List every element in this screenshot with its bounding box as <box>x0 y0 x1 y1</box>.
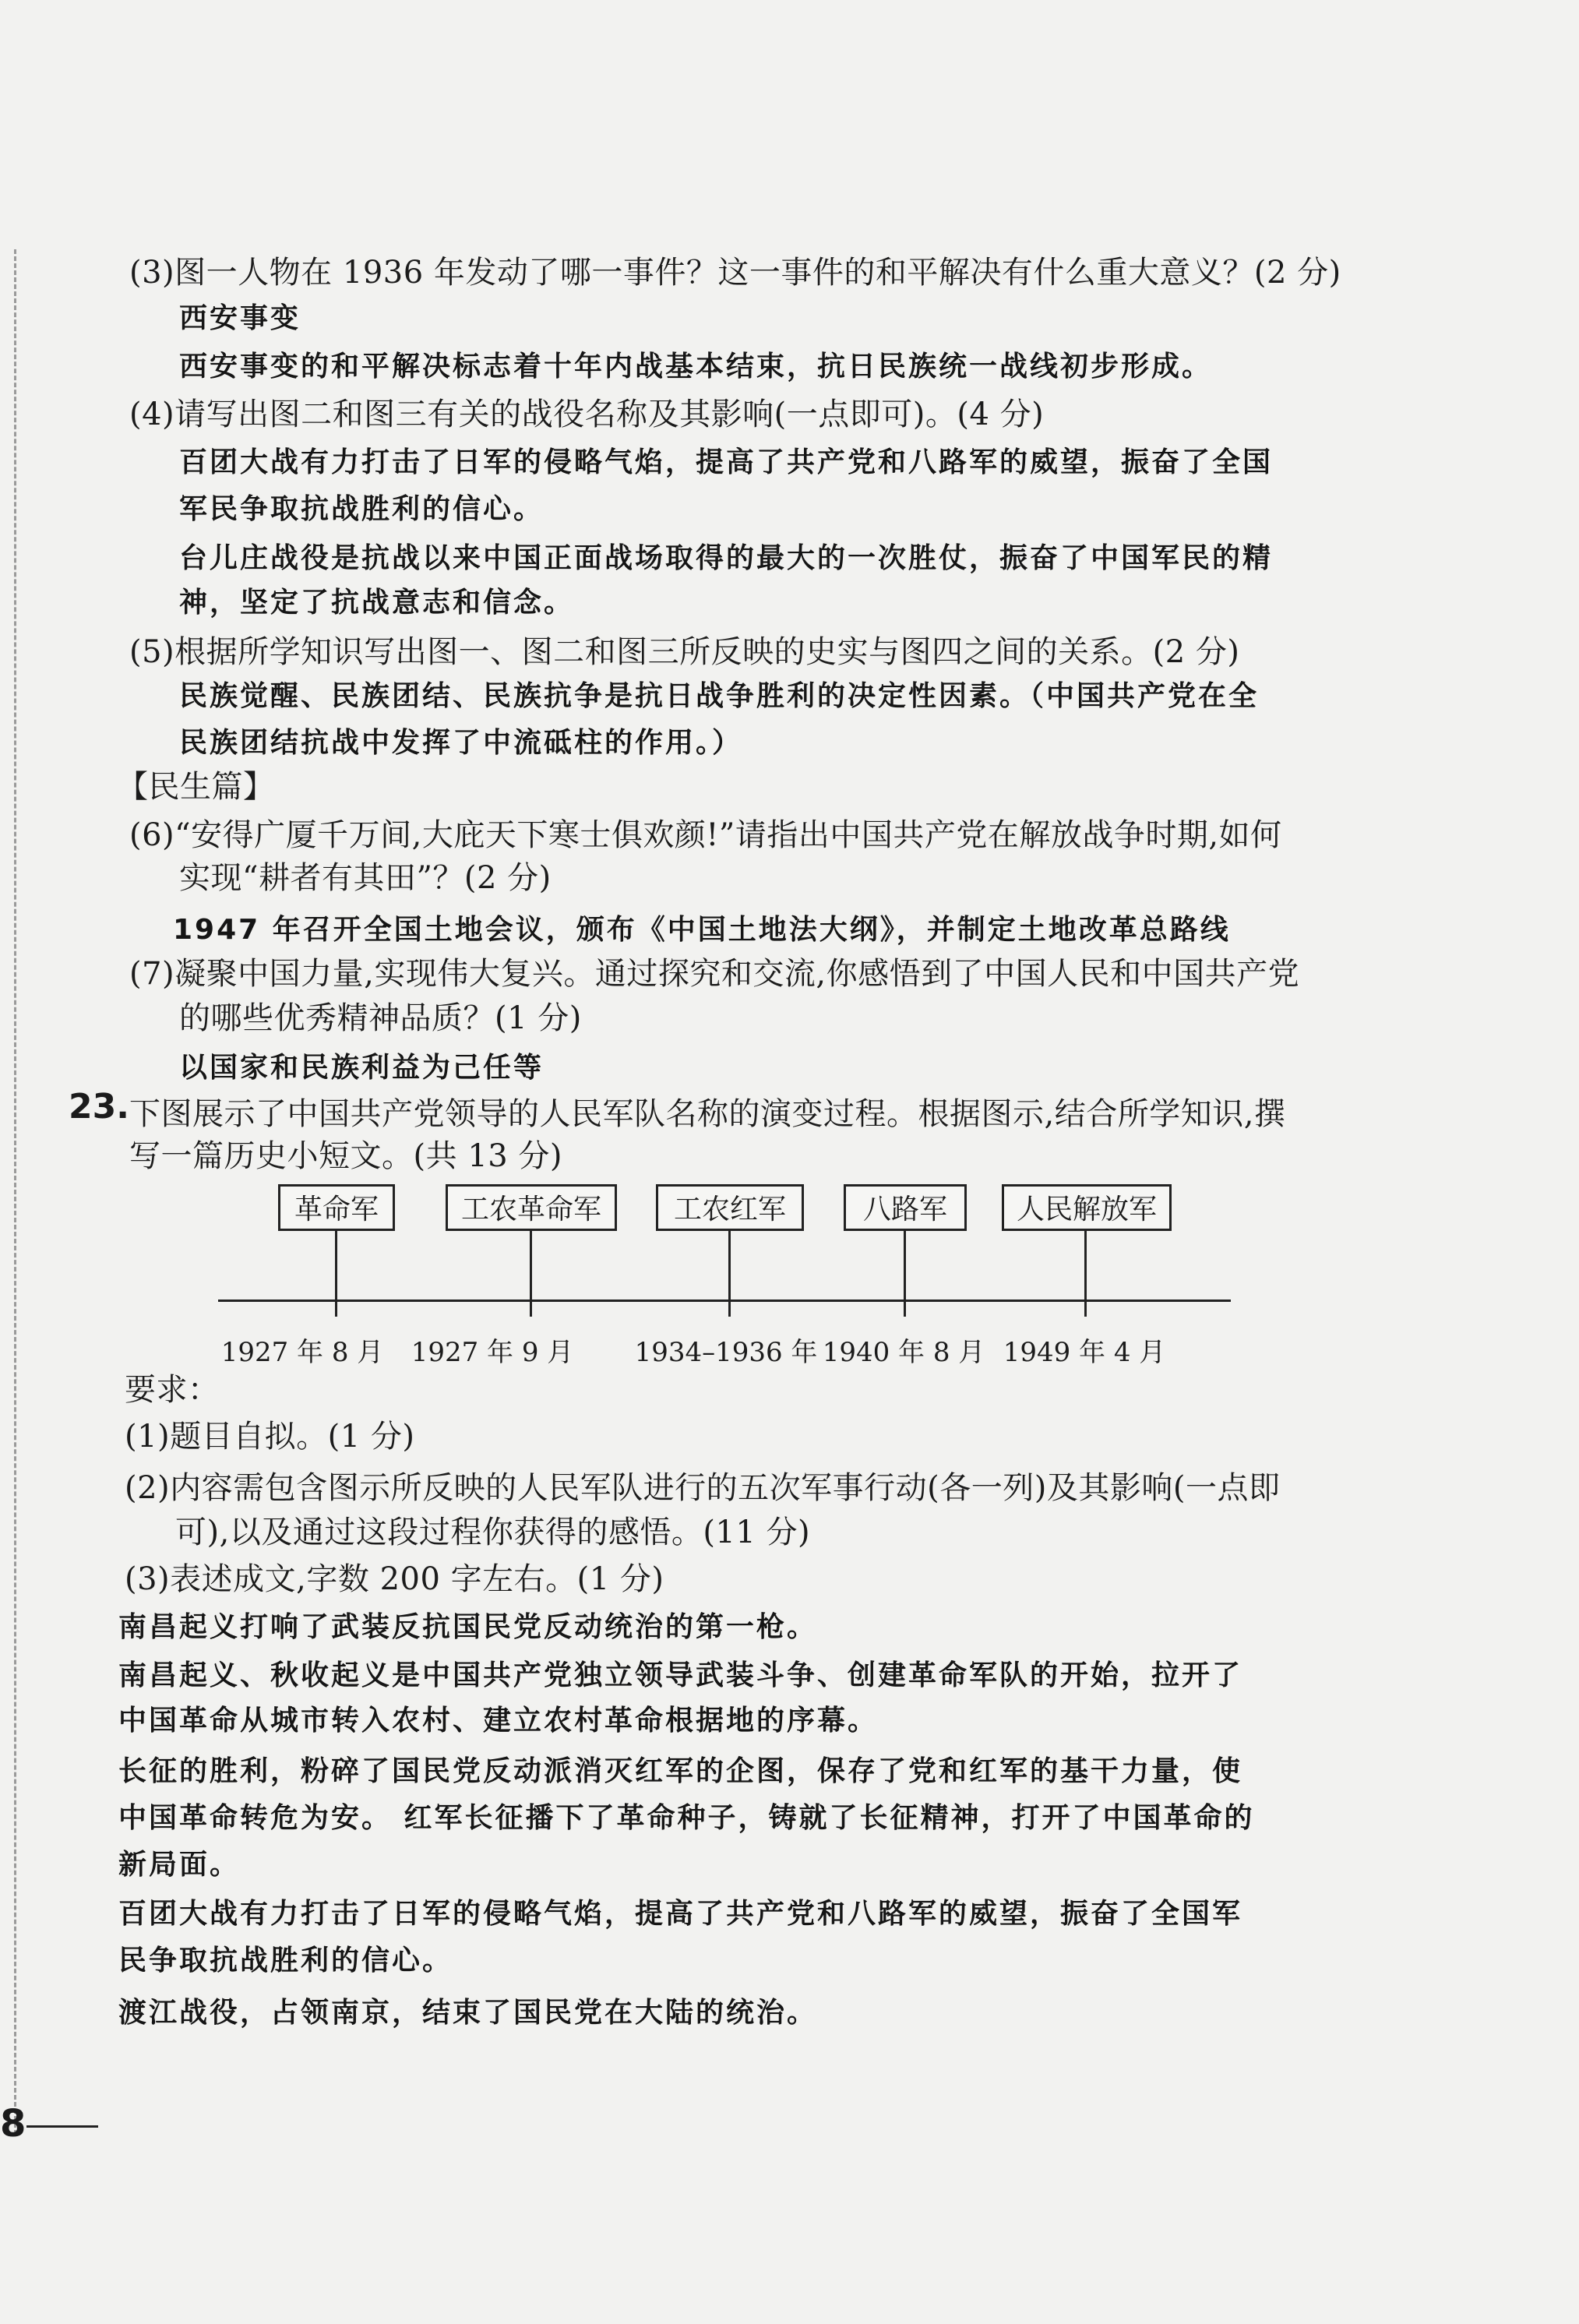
army-name-timeline <box>218 1184 1231 1368</box>
timeline-connector <box>904 1231 906 1317</box>
q3-answer-2: 西安事变的和平解决标志着十年内战基本结束，抗日民族统一战线初步形成。 <box>179 351 1213 383</box>
q4-answer-2b: 神，坚定了抗战意志和信念。 <box>179 587 575 619</box>
q23-answer-line: 百团大战有力打击了日军的侵略气焰，提高了共产党和八路军的威望，振奋了全国军 <box>118 1898 1243 1930</box>
q6-answer: 1947 年召开全国土地会议，颁布《中国土地法大纲》，并制定土地改革总路线 <box>173 914 1231 946</box>
page-number-rule <box>26 2125 98 2128</box>
page-number: 8 <box>0 2102 26 2146</box>
timeline-axis <box>218 1300 1231 1302</box>
q3-question: (3)图一人物在 1936 年发动了哪一事件？这一事件的和平解决有什么重大意义？(2 分) <box>129 255 1341 291</box>
timeline-date-1: 1927 年 8 月 <box>220 1337 384 1368</box>
timeline-box-2: 工农革命军 <box>446 1184 617 1231</box>
q7-answer: 以国家和民族利益为己任等 <box>179 1052 545 1084</box>
timeline-connector <box>1084 1231 1087 1317</box>
q23-answer-line: 中国革命转危为安。 红军长征播下了革命种子，铸就了长征精神，打开了中国革命的 <box>118 1802 1255 1834</box>
timeline-box-4: 八路军 <box>844 1184 967 1231</box>
q23-text-a: 下图展示了中国共产党领导的人民军队名称的演变过程。根据图示,结合所学知识,撰 <box>129 1096 1286 1132</box>
timeline-date-5: 1949 年 4 月 <box>1003 1337 1166 1368</box>
requirement-2b: 可),以及通过这段过程你获得的感悟。(11 分) <box>175 1515 811 1550</box>
q23-text-b: 写一篇历史小短文。(共 13 分) <box>129 1138 563 1174</box>
q23-answer-line: 新局面。 <box>118 1849 241 1881</box>
q6-question-b: 实现“耕者有其田”？(2 分) <box>179 860 552 896</box>
q23-answer-line: 民争取抗战胜利的信心。 <box>118 1945 453 1977</box>
q23-answer-line: 南昌起义打响了武装反抗国民党反动统治的第一枪。 <box>118 1611 818 1643</box>
timeline-date-4: 1940 年 8 月 <box>822 1337 985 1368</box>
q4-answer-1a: 百团大战有力打击了日军的侵略气焰，提高了共产党和八路军的威望，振奋了全国 <box>179 446 1274 478</box>
section-label: 【民生篇】 <box>117 769 275 805</box>
timeline-date-3: 1934–1936 年 <box>634 1337 818 1368</box>
q4-question: (4)请写出图二和图三有关的战役名称及其影响(一点即可)。(4 分) <box>129 397 1045 432</box>
q23-answer-line: 南昌起义、秋收起义是中国共产党独立领导武装斗争、创建革命军队的开始，拉开了 <box>118 1659 1243 1691</box>
q6-question-a: (6)“安得广厦千万间,大庇天下寒士俱欢颜!”请指出中国共产党在解放战争时期,如何 <box>129 817 1282 853</box>
timeline-box-5: 人民解放军 <box>1002 1184 1172 1231</box>
q23-answer-line: 中国革命从城市转入农村、建立农村革命根据地的序幕。 <box>118 1705 879 1737</box>
timeline-connector <box>728 1231 731 1317</box>
q23-answer-line: 渡江战役，占领南京，结束了国民党在大陆的统治。 <box>118 1997 818 2029</box>
timeline-box-1: 革命军 <box>278 1184 395 1231</box>
q5-answer-a: 民族觉醒、民族团结、民族抗争是抗日战争胜利的决定性因素。（中国共产党在全 <box>179 680 1260 712</box>
q7-question-b: 的哪些优秀精神品质？(1 分) <box>179 1000 582 1036</box>
q23-number: 23. <box>69 1087 129 1127</box>
q3-answer-1: 西安事变 <box>179 302 301 334</box>
timeline-box-3: 工农红军 <box>656 1184 804 1231</box>
q5-question: (5)根据所学知识写出图一、图二和图三所反映的史实与图四之间的关系。(2 分) <box>129 634 1240 670</box>
q23-answer-line: 长征的胜利，粉碎了国民党反动派消灭红军的企图，保存了党和红军的基干力量，使 <box>118 1755 1243 1787</box>
q4-answer-1b: 军民争取抗战胜利的信心。 <box>179 493 545 525</box>
binding-margin-line <box>14 249 16 2135</box>
q4-answer-2a: 台儿庄战役是抗战以来中国正面战场取得的最大的一次胜仗，振奋了中国军民的精 <box>179 542 1274 574</box>
q7-question-a: (7)凝聚中国力量,实现伟大复兴。通过探究和交流,你感悟到了中国人民和中国共产党 <box>129 956 1300 992</box>
timeline-date-2: 1927 年 9 月 <box>411 1337 574 1368</box>
requirement-1: (1)题目自拟。(1 分) <box>125 1419 415 1455</box>
timeline-connector <box>530 1231 532 1317</box>
requirement-2a: (2)内容需包含图示所反映的人民军队进行的五次军事行动(各一列)及其影响(一点即 <box>125 1470 1281 1506</box>
requirement-3: (3)表述成文,字数 200 字左右。(1 分) <box>125 1561 664 1597</box>
timeline-connector <box>335 1231 337 1317</box>
requirements-title: 要求： <box>125 1372 220 1408</box>
q5-answer-b: 民族团结抗战中发挥了中流砥柱的作用。） <box>179 727 743 759</box>
